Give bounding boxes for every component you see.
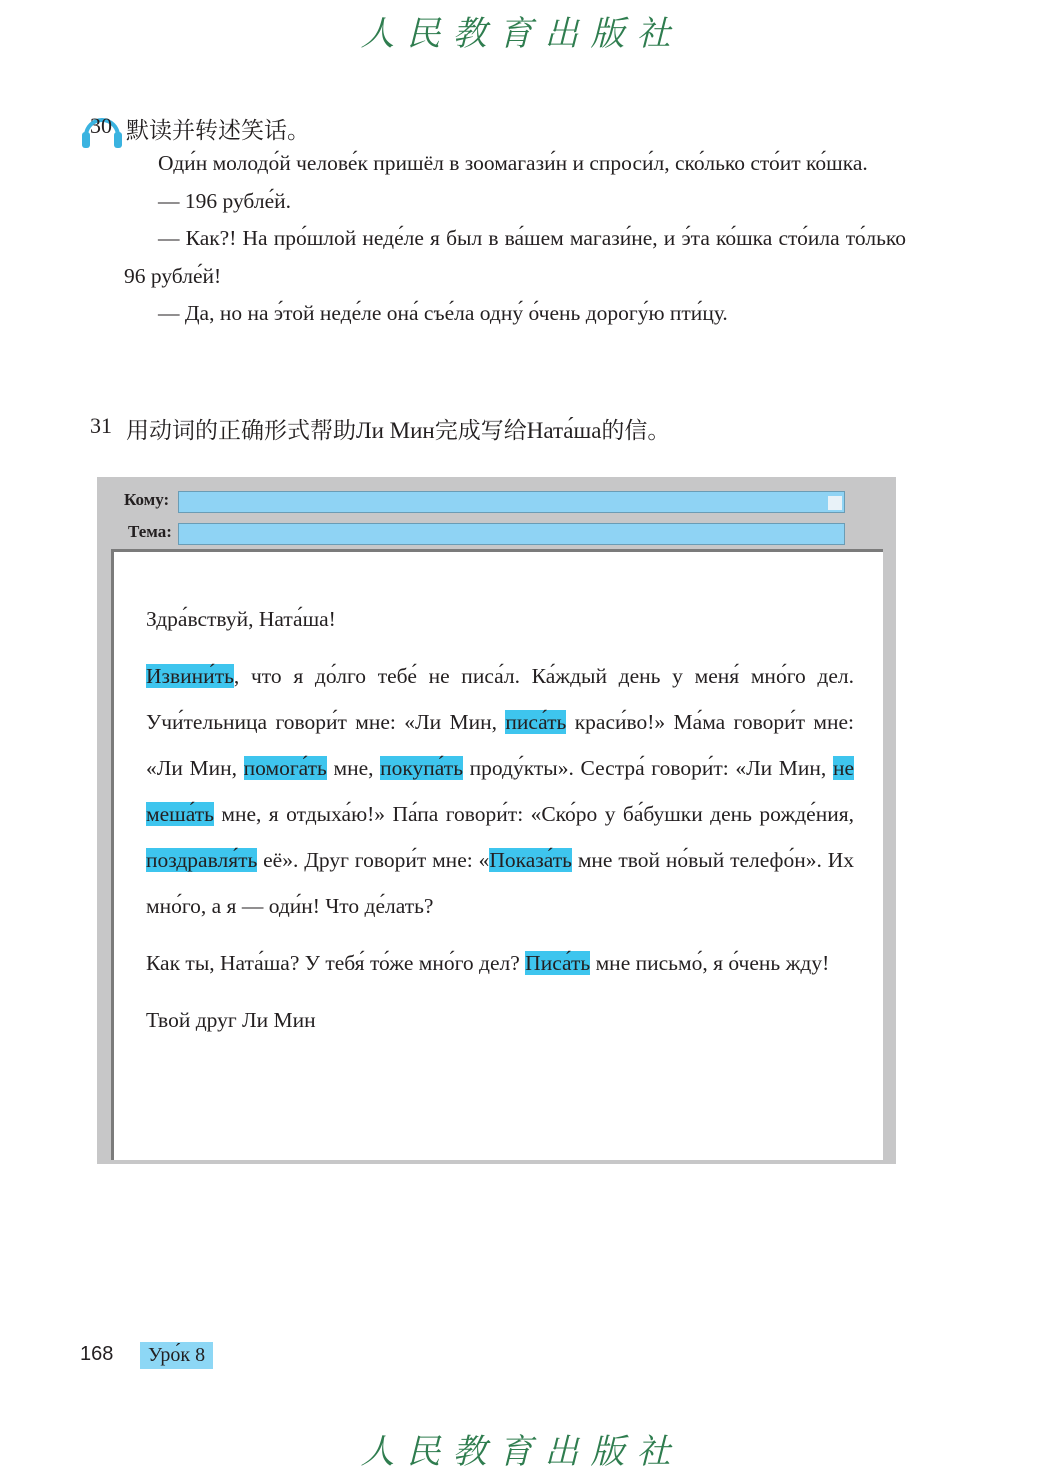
page-number: 168 <box>80 1343 114 1365</box>
letter-signature: Твой друг Ли Мин <box>146 1008 316 1032</box>
subject-field[interactable] <box>178 523 845 545</box>
lesson-label: Уро́к 8 <box>140 1342 213 1369</box>
subject-label: Тема: <box>128 522 172 541</box>
title-part: 的信。 <box>601 418 671 444</box>
letter-text-segment: мне, я отдыха́ю!» Па́па говори́т: «Ско́ро у ба́бушки день рожде́ния, <box>213 802 854 826</box>
exercise-31-number: 31 <box>90 413 112 438</box>
to-field[interactable] <box>178 491 845 513</box>
verb-blank[interactable]: помога́ть <box>243 756 327 780</box>
letter-greeting: Здра́вствуй, Ната́ша! <box>146 607 336 631</box>
joke-paragraph: — 196 рубле́й. <box>158 188 291 213</box>
email-window <box>97 477 896 1164</box>
verb-blank[interactable]: поздравля́ть <box>146 848 258 872</box>
verb-blank[interactable]: покупа́ть <box>380 756 463 780</box>
verb-blank[interactable]: Писа́ть <box>525 951 591 975</box>
letter-paragraph-2 <box>146 940 854 986</box>
contact-icon[interactable] <box>828 496 842 510</box>
publisher-watermark-bottom: 人民教育出版社 <box>360 1432 683 1472</box>
verb-blank[interactable]: Показа́ть <box>489 848 572 872</box>
letter-text-segment: Как ты, Ната́ша? У тебя́ то́же мно́го дел? <box>146 951 526 975</box>
verb-blank[interactable]: писа́ть <box>505 710 567 734</box>
letter-text-segment: мне твой но́вый телефо́н». Их мно́го, а я — оди́н! Что де́лать? <box>146 848 854 918</box>
letter-text <box>146 596 854 1043</box>
to-label: Кому: <box>124 490 170 509</box>
verb-blank[interactable]: не меша́ть <box>146 756 855 826</box>
exercise-30-title: 默读并转述笑话。 <box>126 118 310 144</box>
title-name-li-min: Ли Мин <box>356 418 435 443</box>
letter-text-segment: проду́кты». Сестра́ говори́т: «Ли Мин, <box>463 756 833 780</box>
joke-paragraph: — Как?! На про́шлой неде́ле я был в ва́шем магази́не, и э́та ко́шка сто́ила то́лько 96 рубле́й! <box>124 226 906 288</box>
title-part: 用动词的正确形式帮助 <box>126 418 356 444</box>
letter-text-segment: мне письмо́, я о́чень жду! <box>590 951 830 975</box>
email-body[interactable] <box>111 549 883 1160</box>
publisher-watermark-top: 人民教育出版社 <box>360 14 683 54</box>
joke-paragraph: Оди́н молодо́й челове́к пришёл в зоомагази́н и спроси́л, ско́лько сто́ит ко́шка. <box>158 151 868 175</box>
letter-text-segment: , что я до́лго тебе́ не писа́л. Ка́ждый день у меня́ мно́го дел. Учи́тельница говори́т мне: «Ли Мин, <box>146 664 854 734</box>
letter-text-segment: её». Друг говори́т мне: « <box>257 848 490 872</box>
joke-text <box>124 145 906 333</box>
title-name-natasha: Ната́ша <box>526 418 602 443</box>
joke-paragraph: — Да, но на э́той неде́ле она́ съе́ла одну́ о́чень дорогу́ю пти́цу. <box>158 301 728 325</box>
title-part: 完成写给 <box>434 418 527 444</box>
exercise-30-number: 30 <box>90 113 112 138</box>
verb-blank[interactable]: Извини́ть <box>146 664 234 688</box>
letter-paragraph-1 <box>146 653 854 929</box>
letter-text-segment: краси́во!» Ма́ма говори́т мне: «Ли Мин, <box>146 710 854 780</box>
letter-text-segment: мне, <box>326 756 381 780</box>
exercise-31-title <box>126 412 670 445</box>
